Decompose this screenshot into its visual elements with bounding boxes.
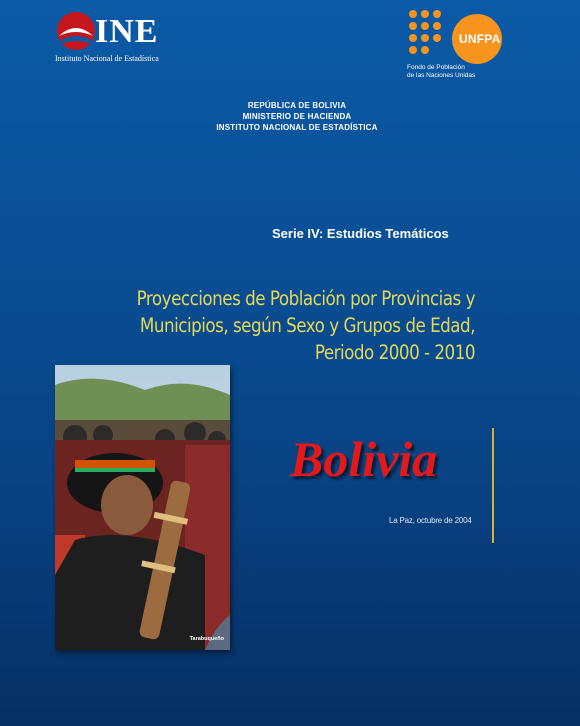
place-date: La Paz, octubre de 2004: [389, 516, 472, 525]
photo-caption: Tarabuqueño: [189, 636, 224, 642]
cover-photo-illustration: [55, 365, 230, 650]
title-line-2: Municipios, según Sexo y Grupos de Edad,: [139, 314, 475, 337]
unfpa-dots-icon: [407, 8, 457, 60]
title-line-3: Periodo 2000 - 2010: [314, 341, 475, 364]
header-line-republic: REPÚBLICA DE BOLIVIA: [247, 101, 347, 110]
ine-wordmark: INE: [95, 13, 159, 50]
cover-photo: [55, 365, 230, 650]
accent-divider: [492, 428, 494, 543]
institution-header: [0, 100, 580, 133]
ine-logo: [55, 10, 180, 68]
title-line-1: Proyecciones de Población por Provincias y: [136, 287, 475, 310]
unfpa-subtitle-line-1: Fondo de Población: [407, 64, 465, 71]
series-label: Serie IV: Estudios Temáticos: [272, 226, 449, 241]
ine-emblem-icon: [55, 10, 97, 52]
unfpa-subtitle-line-2: de las Naciones Unidas: [407, 72, 476, 79]
header-line-ministry: MINISTERIO DE HACIENDA: [242, 112, 352, 121]
ine-subtitle: Instituto Nacional de Estadística: [55, 54, 159, 63]
unfpa-name: UNFPA: [459, 32, 501, 46]
country-title: Bolivia: [290, 431, 438, 487]
header-line-institute: INSTITUTO NACIONAL DE ESTADÍSTICA: [216, 123, 378, 132]
unfpa-logo: [407, 8, 517, 80]
document-title: [35, 285, 475, 366]
